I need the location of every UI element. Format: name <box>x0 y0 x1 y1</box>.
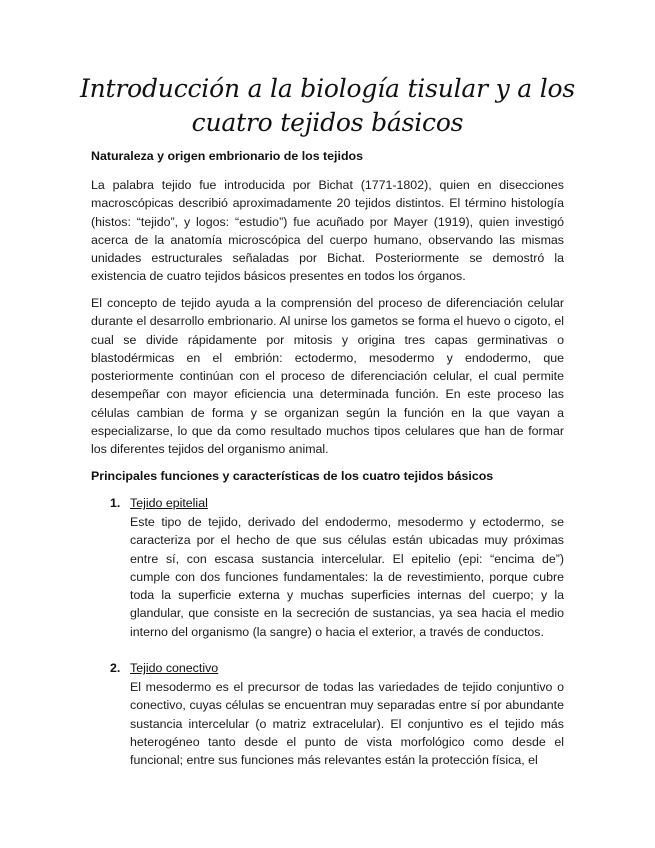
title-line-1: Introducción a la biología tisular y a los <box>79 74 576 103</box>
paragraph-origin-2: El concepto de tejido ayuda a la comprensión del proceso de diferenciación celular durante el desarrollo embrionario. Al unirse los gametos se forma el huevo o cigoto, el cual se divide rápidamente por mitosis y origina tres capas germinativas o blastodérmicas en el embrión: ectodermo, mesodermo y endodermo, que posteriormente continúan con el proceso de diferenciación celular, el cual permite desempeñar con mayor eficiencia una determinada función. En este proceso las células cambian de forma y se organizan según la función en la que vayan a especializarse, lo que da como resultado muchos tipos celulares que han de formar los diferentes tejidos del organismo animal. <box>91 296 564 457</box>
list-item-title-epitelial: Tejido epitelial <box>130 496 208 510</box>
list-item-number-1: 1. <box>110 496 121 510</box>
list-item-number-2: 2. <box>110 661 121 675</box>
paragraph-origin-1: La palabra tejido fue introducida por Bichat (1771-1802), quien en disecciones macroscópicas describió aproximadamente 20 tejidos distintos. El término histología (histos: “tejido”, y logos: “estudio”) fue acuñado por Mayer (1919), quien investigó acerca de la anatomía microscópica del cuerpo humano, observando las mismas unidades estructurales señaladas por Bichat. Posteriormente se demostró la existencia de cuatro tejidos básicos presentes en todos los órganos. <box>91 178 564 284</box>
page-title <box>40 72 615 140</box>
section-heading-functions: Principales funciones y características de los cuatro tejidos básicos <box>91 469 494 483</box>
section-heading-origin: Naturaleza y origen embrionario de los tejidos <box>91 149 363 163</box>
list-item-text-conectivo: El mesodermo es el precursor de todas las variedades de tejido conjuntivo o conectivo, cuyas células se encuentran muy separadas entre sí por abundante sustancia intercelular (o matriz extracelular). El conjuntivo es el tejido más heterogéneo tanto desde el punto de vista morfológico como desde el funcional; entre sus funciones más relevantes están la protección física, el <box>130 680 564 768</box>
list-item-title-conectivo: Tejido conectivo <box>130 661 219 675</box>
title-line-2: cuatro tejidos básicos <box>191 108 464 137</box>
list-item-text-epitelial: Este tipo de tejido, derivado del endodermo, mesodermo y ectodermo, se caracteriza por el hecho de que sus células están ubicadas muy próximas entre sí, con escasa sustancia intercelular. El epitelio (epi: “encima de”) cumple con dos funciones fundamentales: la de revestimiento, porque cubre toda la superficie externa y muchas superficies internas del cuerpo; y la glandular, que consiste en la secreción de sustancias, ya sea hacia el medio interno del organismo (la sangre) o hacia el exterior, a través de conductos. <box>130 515 564 639</box>
